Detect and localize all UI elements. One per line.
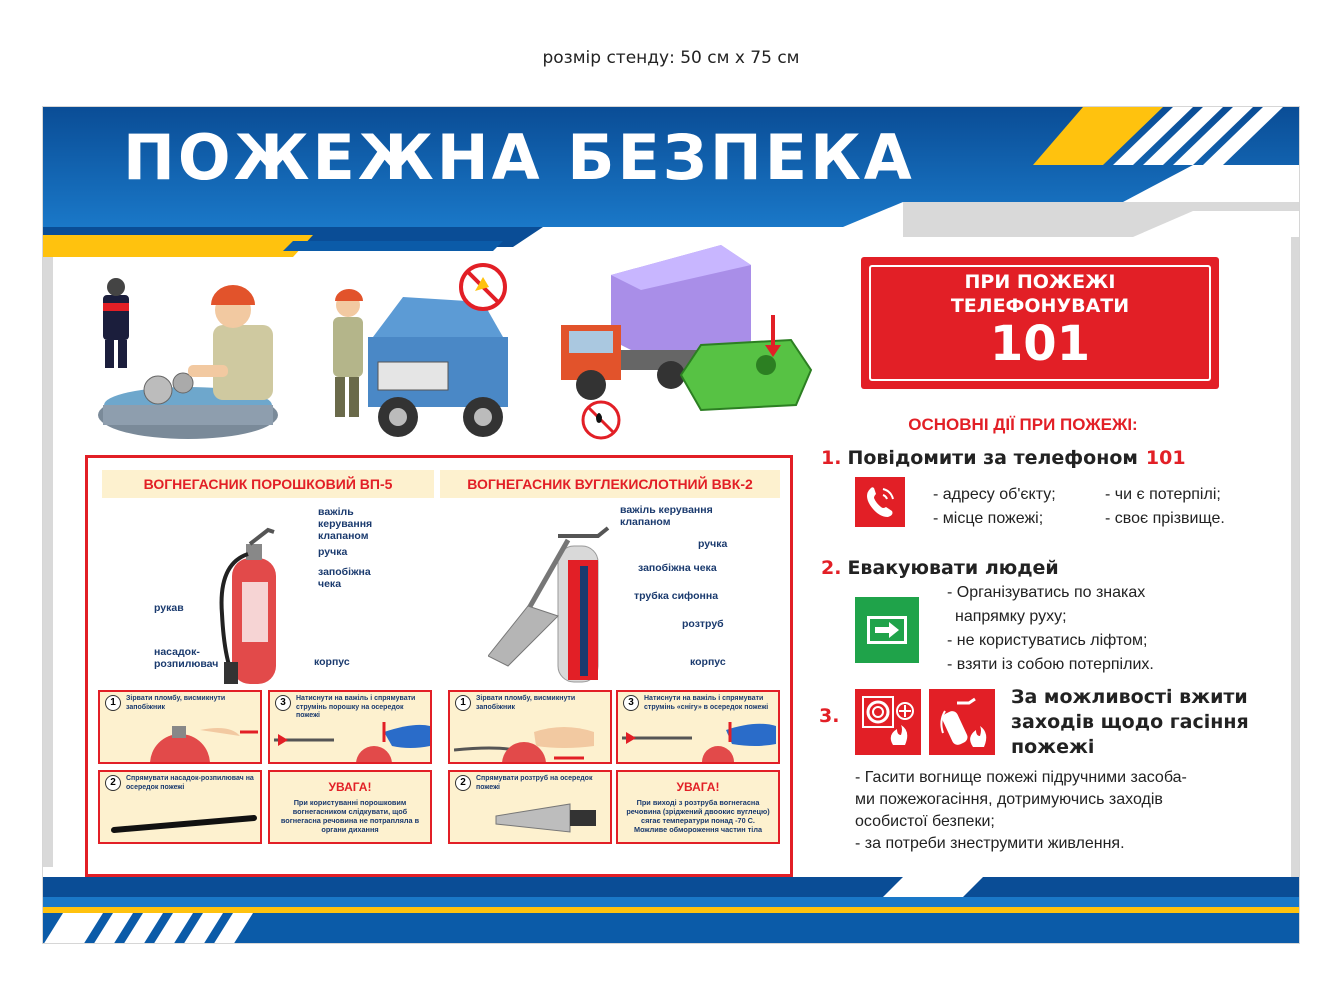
powder-label-handle: ручка xyxy=(318,546,348,558)
step-1-item: - місце пожежі; xyxy=(933,510,1044,527)
pull-pin-illustration xyxy=(454,718,610,764)
step-number: 1 xyxy=(105,695,121,711)
co2-step-3 xyxy=(616,690,780,764)
step-2-item: - Організуватись по знаках xyxy=(947,584,1146,601)
step-3-line: особистої безпеки; xyxy=(855,813,995,830)
powder-label-nozzle: насадок-розпилювач xyxy=(154,646,219,670)
step-1-item: - чи є потерпілі; xyxy=(1105,486,1221,503)
powder-label-hose: рукав xyxy=(154,602,184,614)
board-size-caption: розмір стенду: 50 см х 75 см xyxy=(542,48,800,68)
warning-title: УВАГА! xyxy=(328,780,372,794)
step-1-col-2 xyxy=(1105,483,1225,531)
powder-step-2 xyxy=(98,770,262,844)
step-3-number: 3. xyxy=(819,705,840,727)
nozzle-illustration xyxy=(104,812,260,842)
co2-label-body: корпус xyxy=(690,656,726,668)
co2-warning xyxy=(616,770,780,844)
step-text: Спрямувати розтруб на осередок пожежі xyxy=(476,775,593,791)
powder-label-body: корпус xyxy=(314,656,350,668)
safety-board xyxy=(42,106,1300,944)
step-2-text-block xyxy=(947,581,1154,677)
step-2-title xyxy=(821,557,1059,579)
step-1-phone: 101 xyxy=(1145,447,1186,469)
step-1-item: - адресу об'єкту; xyxy=(933,486,1056,503)
exit-arrow-icon xyxy=(855,597,919,663)
step-1-number: 1. xyxy=(821,447,842,469)
step-text: Натиснути на важіль і спрямувати струмінь порошку на осередок пожежі xyxy=(296,695,416,719)
step-1-title xyxy=(821,447,1186,469)
step-3-line: - за потреби знеструмити живлення. xyxy=(855,835,1125,852)
step-2-item: напрямку руху; xyxy=(955,608,1067,625)
co2-label-pin: запобіжна чека xyxy=(638,562,717,574)
truck-and-fuel-canister-illustration xyxy=(551,245,821,445)
pull-pin-illustration xyxy=(140,718,260,764)
step-2-number: 2. xyxy=(821,557,842,579)
step-number: 3 xyxy=(623,695,639,711)
warning-title: УВАГА! xyxy=(676,780,720,794)
co2-step-2 xyxy=(448,770,612,844)
step-text: Натиснути на важіль і спрямувати струмінь «снігу» в осередок пожежі xyxy=(644,695,769,711)
co2-step-1 xyxy=(448,690,612,764)
call-line-1: ПРИ ПОЖЕЖІ xyxy=(964,271,1116,293)
step-text: Зірвати пломбу, висмикнути запобіжник xyxy=(126,695,226,711)
horn-illustration xyxy=(490,802,610,842)
main-actions-title: ОСНОВНІ ДІЇ ПРИ ПОЖЕЖІ: xyxy=(908,415,1138,434)
co2-label-lever: важіль керування клапаном xyxy=(620,504,713,528)
powder-step-3 xyxy=(268,690,432,764)
warning-text: При виході з розтруба вогнегасна речовина (зріджений двоокис вуглецю) сягає температури понад -70 С. Можливе обмороження частин тіла xyxy=(626,798,770,834)
step-text: Спрямувати насадок-розпилювач на осередок пожежі xyxy=(126,775,254,791)
co2-extinguisher-title: ВОГНЕГАСНИК ВУГЛЕКИСЛОТНИЙ ВВК-2 xyxy=(440,470,780,498)
step-number: 2 xyxy=(105,775,121,791)
powder-warning xyxy=(268,770,432,844)
step-2-item: - не користуватись ліфтом; xyxy=(947,632,1148,649)
co2-label-siphon: трубка сифонна xyxy=(634,590,719,602)
step-number: 3 xyxy=(275,695,291,711)
powder-label-lever: важіль керування клапаном xyxy=(318,506,373,542)
co2-label-horn: розтруб xyxy=(682,618,724,630)
step-3-title: За можливості вжити заходів щодо гасіння пожежі xyxy=(1011,686,1249,758)
fire-extinguisher-icon xyxy=(929,689,995,755)
step-2-text: Евакуювати людей xyxy=(847,557,1059,579)
powder-extinguisher-title: ВОГНЕГАСНИК ПОРОШКОВИЙ ВП-5 xyxy=(102,470,434,498)
step-3-line: ми пожежогасіння, дотримуючись заходів xyxy=(855,791,1163,808)
worker-cleaning-parts-illustration xyxy=(93,265,293,445)
step-1-col-1 xyxy=(933,483,1056,531)
press-lever-illustration xyxy=(622,722,778,764)
phone-icon xyxy=(855,477,905,527)
step-number: 1 xyxy=(455,695,471,711)
step-number: 2 xyxy=(455,775,471,791)
press-lever-illustration xyxy=(274,722,430,764)
board-title: ПОЖЕЖНА БЕЗПЕКА xyxy=(123,121,915,194)
warning-text: При користуванні порошковим вогнегасником слідкувати, щоб вогнегасна речовина не потрапляла в органи дихання xyxy=(280,798,420,834)
powder-label-pin: запобіжна чека xyxy=(318,566,371,590)
worker-with-truck-illustration xyxy=(313,257,523,447)
emergency-number: 101 xyxy=(989,316,1091,372)
extinguishers-panel xyxy=(85,455,793,877)
fire-hose-icon xyxy=(855,689,921,755)
call-line-2: ТЕЛЕФОНУВАТИ xyxy=(950,295,1130,317)
co2-label-handle: ручка xyxy=(698,538,728,550)
step-2-item: - взяти із собою потерпілих. xyxy=(947,656,1154,673)
step-1-text: Повідомити за телефоном xyxy=(847,447,1138,469)
step-1-item: - своє прізвище. xyxy=(1105,510,1225,527)
step-3-body xyxy=(855,767,1265,855)
step-text: Зірвати пломбу, висмикнути запобіжник xyxy=(476,695,576,711)
step-3-line: - Гасити вогнище пожежі підручними засоба- xyxy=(855,769,1187,786)
emergency-call-box xyxy=(861,257,1219,389)
co2-extinguisher-diagram xyxy=(488,516,628,686)
powder-step-1 xyxy=(98,690,262,764)
